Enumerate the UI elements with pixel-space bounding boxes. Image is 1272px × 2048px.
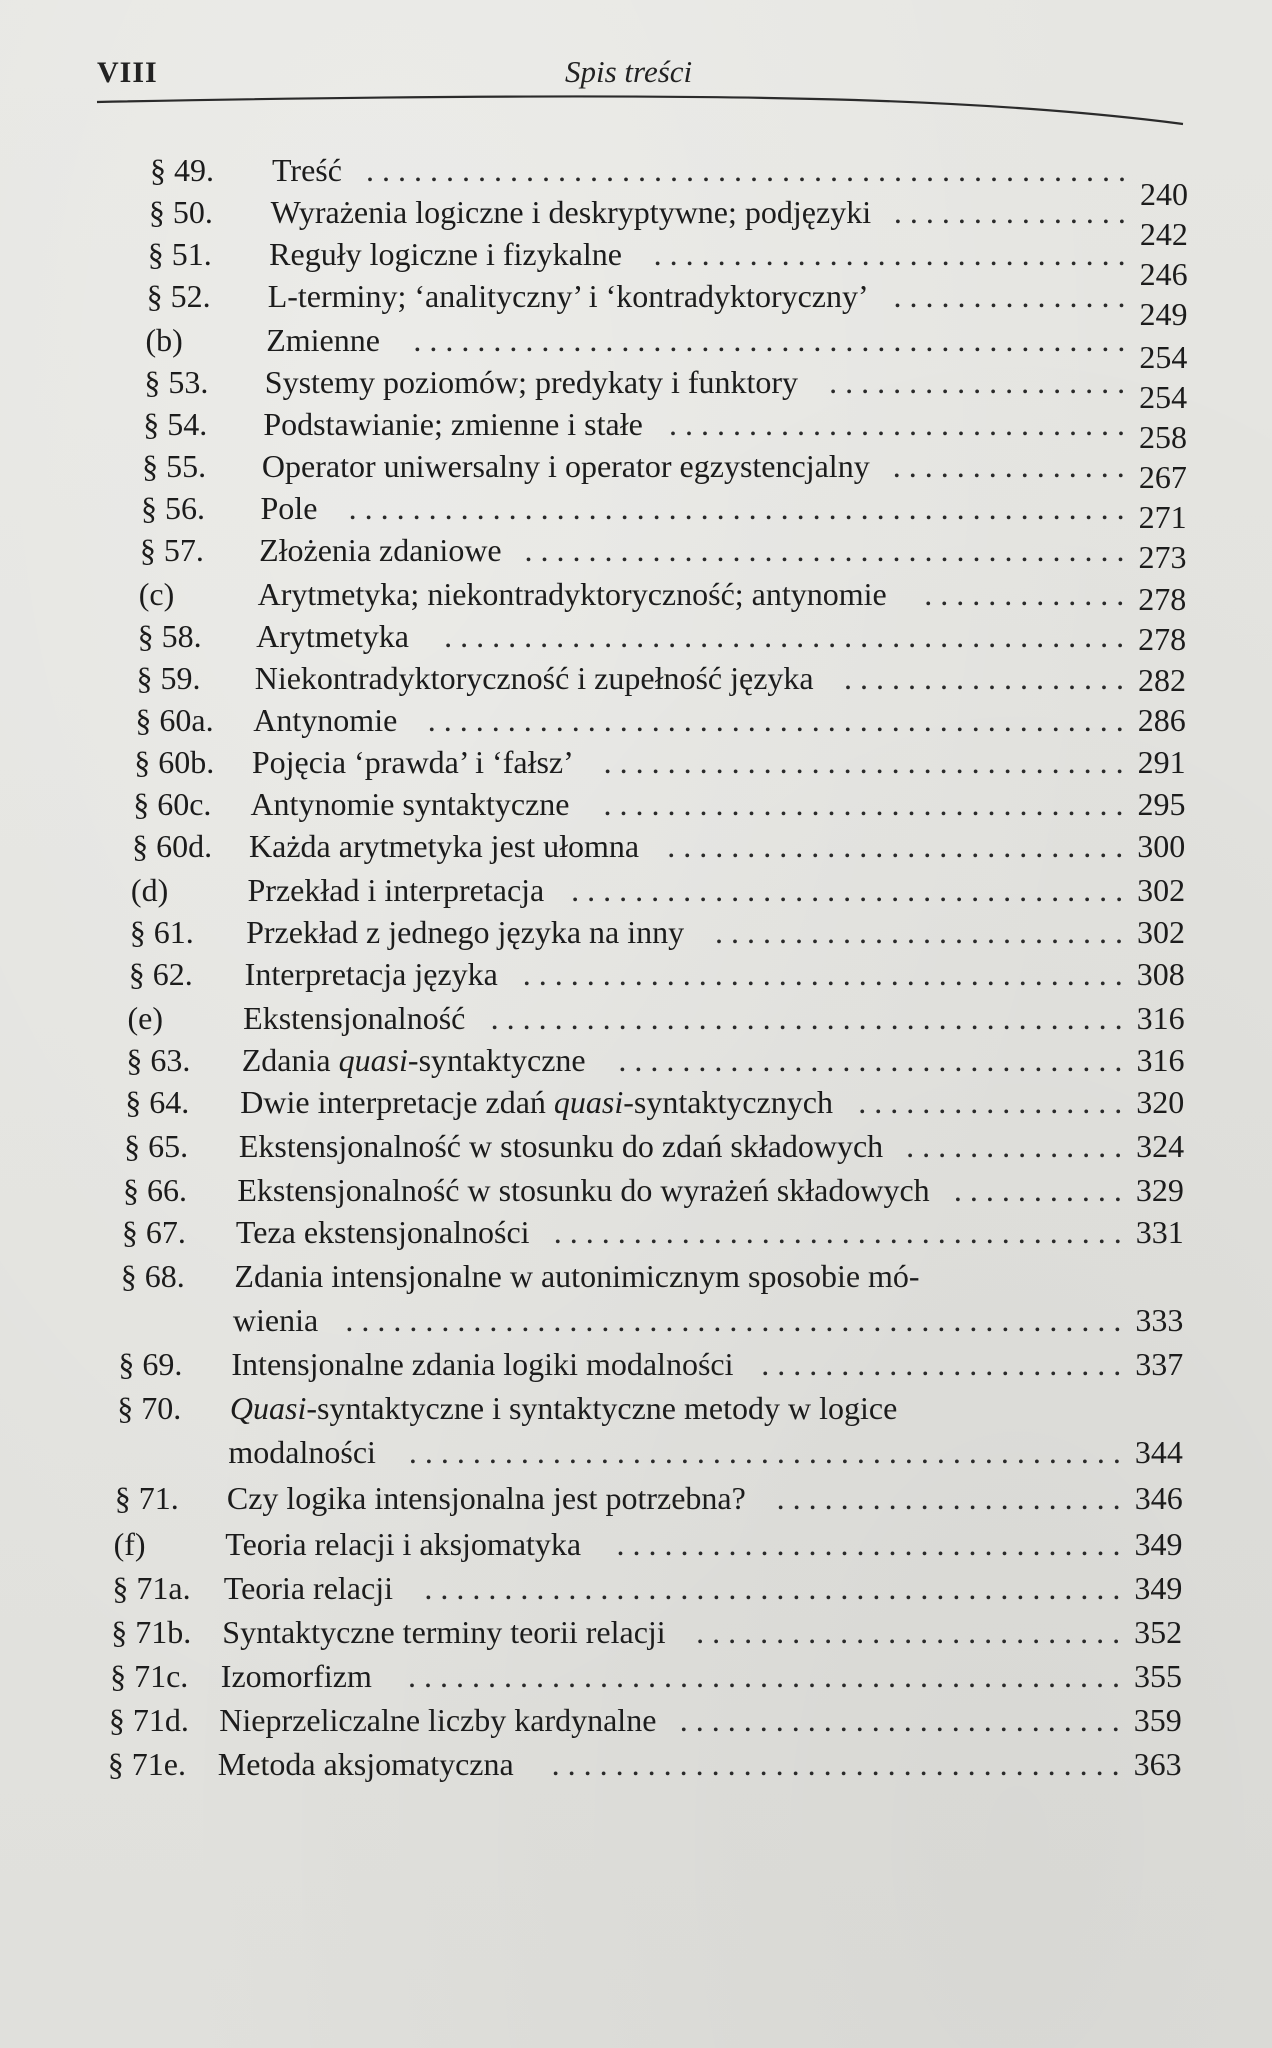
toc-entry[interactable]	[0, 954, 1272, 994]
section-title	[225, 1524, 581, 1564]
section-title-text: L-terminy; ‘analityczny’ i ‘kontradyktoryczny’	[267, 278, 869, 314]
running-title: Spis treści	[565, 54, 693, 89]
toc-entry[interactable]	[0, 1170, 1272, 1210]
page-ref: 308	[1136, 956, 1185, 992]
dot-leader: . . . . . . . . . . . . . . . . . . . . . .	[776, 1480, 1121, 1516]
page-ref: 254	[1139, 339, 1188, 375]
section-title-text: Interpretacja języka	[244, 956, 498, 992]
section-number: § 71e.	[107, 1746, 186, 1782]
toc-entry[interactable]	[0, 1524, 1272, 1564]
page-ref: 329	[1135, 1172, 1184, 1208]
section-title-continuation: wienia	[232, 1302, 319, 1338]
section-number: § 70.	[117, 1390, 182, 1426]
section-title-text: Dwie interpretacje zdań	[240, 1084, 554, 1120]
section-title-text: Zdania intensjonalne w autonimicznym sposobie mó-	[234, 1258, 920, 1294]
section-title-text: Przekład i interpretacja	[247, 872, 545, 908]
section-title	[230, 1388, 897, 1428]
section-number: § 71d.	[108, 1702, 189, 1738]
dot-leader: . . . . . . . . . . . . .	[924, 576, 1125, 612]
section-title-text: -syntaktyczne i syntaktyczne metody w logice	[306, 1390, 898, 1426]
dot-leader: . . . . . . . . . . . . . . . . . . . . . . . . . . . . . . . . . . . . . . . . . . . . .	[407, 1658, 1120, 1694]
dot-leader: . . . . . . . . . . . . . . . . . . . . . . . . . . . . . . . . . . . . . .	[522, 956, 1123, 992]
section-title	[231, 1344, 733, 1384]
section-title	[259, 530, 502, 570]
section-title-text: Syntaktyczne terminy teorii relacji	[222, 1614, 666, 1650]
section-title-text: -syntaktycznych	[623, 1084, 833, 1120]
section-title	[249, 826, 639, 866]
toc-entry[interactable]	[0, 1212, 1272, 1252]
page-ref: 359	[1133, 1702, 1182, 1738]
toc-entry[interactable]	[0, 1612, 1272, 1652]
section-title	[265, 362, 798, 402]
page-ref: 333	[1135, 1302, 1184, 1338]
section-number: § 68.	[120, 1258, 185, 1294]
section-number: § 61.	[129, 914, 194, 950]
section-title-text: Izomorfizm	[220, 1658, 372, 1694]
page-ref: 352	[1134, 1614, 1183, 1650]
page-ref: 363	[1133, 1746, 1182, 1782]
page-ref: 349	[1134, 1526, 1183, 1562]
page-ref: 254	[1139, 379, 1188, 415]
section-title-text: Pojęcia ‘prawda’ i ‘fałsz’	[251, 744, 574, 780]
section-title-text: Intensjonalne zdania logiki modalności	[231, 1346, 734, 1382]
section-title-text: Czy logika intensjonalna jest potrzebna?	[226, 1480, 746, 1516]
section-title-italic: quasi	[338, 1042, 408, 1078]
toc-entry[interactable]	[0, 574, 1272, 617]
page-ref: 300	[1137, 828, 1186, 864]
page-ref: 258	[1138, 419, 1187, 455]
page-ref: 249	[1139, 296, 1188, 332]
dot-leader: . . . . . . . . . . . . . . . . . . . . . . . . . . . . . . . . . . . . . . . .	[490, 1000, 1123, 1036]
toc-entry[interactable]	[0, 488, 1272, 535]
dot-leader: . . . . . . . . . . . . . . . . . . . . . . . . . . . . . . . .	[618, 1042, 1123, 1078]
section-title-text: Reguły logiczne i fizykalne	[269, 236, 622, 272]
running-head	[97, 52, 1177, 96]
section-number: § 57.	[139, 532, 204, 568]
page-ref: 349	[1134, 1570, 1183, 1606]
dot-leader: . . . . . . . . . . . . . . . . . . . . . . . . . . . . . . . . .	[603, 744, 1124, 780]
section-title	[246, 912, 684, 952]
section-title-text: Niekontradyktoryczność i zupełność języka	[254, 660, 814, 696]
section-title	[240, 1082, 833, 1122]
page-ref: 316	[1136, 1042, 1185, 1078]
dot-leader: . . . . . . . . . . .	[953, 1172, 1122, 1208]
section-title	[248, 870, 545, 910]
section-title	[218, 1744, 514, 1784]
header-rule	[95, 92, 1185, 132]
section-title-text: Przekład z jednego języka na inny	[246, 914, 685, 950]
section-title	[258, 574, 887, 614]
toc-entry[interactable]	[0, 912, 1272, 952]
section-title-text: Operator uniwersalny i operator egzystencjalny	[261, 448, 870, 484]
section-title-text: -syntaktyczne	[407, 1042, 586, 1078]
section-title-text: Metoda aksjomatyczna	[217, 1746, 514, 1782]
page-ref: 291	[1137, 744, 1186, 780]
section-number: (b)	[145, 322, 183, 358]
section-title	[266, 320, 380, 360]
toc-entry[interactable]	[0, 616, 1272, 656]
section-title-text: Ekstensjonalność w stosunku do zdań składowych	[238, 1128, 884, 1164]
section-title	[256, 616, 409, 656]
section-number: § 54.	[143, 406, 208, 442]
section-title	[261, 488, 318, 528]
page-ref: 324	[1136, 1128, 1185, 1164]
section-number: § 71a.	[112, 1570, 191, 1606]
section-title	[250, 784, 569, 824]
section-number: § 53.	[144, 364, 209, 400]
section-number: § 60b.	[134, 744, 215, 780]
section-number: § 60c.	[133, 786, 212, 822]
page-ref: 282	[1137, 662, 1186, 698]
section-title-text: Złożenia zdaniowe	[259, 532, 502, 568]
section-title	[271, 192, 872, 232]
page-ref: 240	[1140, 176, 1188, 212]
section-title	[234, 1256, 919, 1296]
toc-entry-continuation[interactable]	[0, 1300, 1272, 1340]
section-title	[269, 234, 622, 274]
section-number: § 69.	[118, 1346, 183, 1382]
section-title	[263, 404, 642, 444]
page-ref: 242	[1139, 216, 1188, 252]
page-ref: 320	[1136, 1084, 1185, 1120]
dot-leader: . . . . . . . . . . . . . . . . . . . . . . . . . .	[714, 914, 1123, 950]
section-title-text: Arytmetyka	[256, 618, 409, 654]
dot-leader: . . . . . . . . . . . . . . . . . . . . . . . . . . . . . . . . . . . . . . . . . . . . .	[408, 1434, 1121, 1470]
section-title	[243, 998, 465, 1038]
dot-leader: . . . . . . . . . . . . . . . . . . . . . . . . . . . . . . . . . . . .	[553, 1214, 1122, 1250]
section-title-text: Wyrażenia logiczne i deskryptywne; podjęzyki	[270, 194, 872, 230]
section-title	[227, 1478, 746, 1518]
toc-entry[interactable]	[0, 1478, 1272, 1518]
toc-entry[interactable]	[0, 870, 1272, 910]
page-ref: 286	[1137, 702, 1186, 738]
section-title-text: Ekstensjonalność	[243, 1000, 466, 1036]
section-title	[219, 1700, 656, 1740]
section-number: § 49.	[150, 152, 214, 188]
page-ref: 355	[1133, 1658, 1182, 1694]
page-ref: 278	[1138, 621, 1187, 657]
toc-entry[interactable]	[0, 446, 1272, 495]
section-number: § 62.	[128, 956, 193, 992]
dot-leader: . . . . . . . . . . . . . . .	[892, 448, 1125, 484]
section-number: § 50.	[148, 194, 213, 230]
section-number: (d)	[130, 872, 169, 908]
section-title	[272, 150, 342, 190]
section-title-text: Nieprzeliczalne liczby kardynalne	[219, 1702, 657, 1738]
dot-leader: . . . . . . . . . . . . . . . . . . . . . . . . . . . . . . . . . . . . . .	[524, 532, 1125, 568]
section-number: (e)	[127, 1000, 164, 1036]
section-title	[236, 1212, 530, 1252]
toc-entry[interactable]	[0, 192, 1272, 252]
section-number: § 51.	[147, 236, 212, 272]
section-number: § 59.	[136, 660, 201, 696]
section-title	[262, 446, 870, 486]
toc-entry[interactable]	[0, 362, 1272, 415]
dot-leader: . . . . . . . . . . . . . . . . .	[858, 1084, 1123, 1120]
dot-leader: . . . . . . . . . . . . . . . . . . . . . . . . . . . . .	[667, 828, 1124, 864]
page-ref: 316	[1136, 1000, 1185, 1036]
section-title-text: Antynomie syntaktyczne	[250, 786, 570, 822]
dot-leader: . . . . . . . . . . . . . . . . . . . . . . . . . . . . .	[668, 406, 1125, 442]
section-title	[268, 276, 869, 316]
section-number: § 52.	[146, 278, 211, 314]
section-title-text: Podstawianie; zmienne i stałe	[263, 406, 643, 442]
section-title	[253, 700, 397, 740]
section-number: § 60a.	[135, 702, 214, 738]
toc-entry[interactable]	[0, 700, 1272, 740]
page-ref: 267	[1138, 459, 1187, 495]
toc-entry[interactable]	[0, 1082, 1272, 1122]
dot-leader: . . . . . . . . . . . . . . . . . . . . . . . . . . . . . . . . . . . . . . . . . . . .	[424, 1570, 1121, 1606]
dot-leader: . . . . . . . . . . . . . .	[906, 1128, 1123, 1164]
section-title-text: Pole	[260, 490, 318, 526]
section-number: (f)	[113, 1526, 146, 1562]
page-number: VIII	[97, 56, 158, 89]
section-number: § 71.	[114, 1480, 179, 1516]
toc-entry[interactable]	[0, 1656, 1272, 1696]
section-title	[255, 658, 814, 698]
section-title-text: Teza ekstensjonalności	[235, 1214, 530, 1250]
dot-leader: . . . . . . . . . . . . . . . . . . . . . . . . . . . . . . . . .	[603, 786, 1124, 822]
section-title-text: Teoria relacji	[223, 1570, 393, 1606]
page-ref: 346	[1134, 1480, 1183, 1516]
section-title-text: Antynomie	[253, 702, 398, 738]
section-title-text: Ekstensjonalność w stosunku do wyrażeń składowych	[237, 1172, 930, 1208]
dot-leader: . . . . . . . . . . . . . . . . . . . . . . .	[761, 1346, 1122, 1382]
section-number: § 66.	[122, 1172, 187, 1208]
section-title-italic: quasi	[553, 1084, 624, 1120]
toc-entry[interactable]	[0, 998, 1272, 1038]
page-ref: 344	[1134, 1434, 1183, 1470]
dot-leader: . . . . . . . . . . . . . . . . . . . . . . . . . . . . . . . . . . . . . . . . . . . . . . . .	[366, 152, 1126, 188]
dot-leader: . . . . . . . . . . . . . . . . . . . . . . . . . . . . . . . . . . .	[571, 872, 1124, 908]
toc-entry[interactable]	[0, 784, 1272, 824]
section-number: § 65.	[124, 1128, 189, 1164]
section-number: § 63.	[126, 1042, 191, 1078]
dot-leader: . . . . . . . . . . . . . . . . . . . . . . . . . . . . . .	[653, 236, 1126, 272]
toc-entry[interactable]	[0, 1568, 1272, 1608]
section-title-text: Teoria relacji i aksjomatyka	[225, 1526, 582, 1562]
page-ref: 278	[1138, 581, 1187, 617]
toc-entry[interactable]	[0, 1744, 1272, 1784]
section-title	[224, 1568, 393, 1608]
section-title-text: Treść	[272, 152, 342, 188]
dot-leader: . . . . . . . . . . . . . . . . . . . . . . . . . . . . . . . .	[616, 1526, 1121, 1562]
toc-entry[interactable]	[0, 234, 1272, 292]
toc-entry[interactable]	[0, 826, 1272, 866]
section-number: § 71b.	[111, 1614, 192, 1650]
page-ref: 246	[1139, 256, 1188, 292]
section-number: § 58.	[137, 618, 202, 654]
dot-leader: . . . . . . . . . . . . . . . . . . . . . . . . . . . .	[679, 1702, 1120, 1738]
page-ref: 295	[1137, 786, 1186, 822]
section-title	[221, 1656, 372, 1696]
dot-leader: . . . . . . . . . . . . . . . . . . . . . . . . . . .	[696, 1614, 1121, 1650]
section-title-text: Zdania	[241, 1042, 339, 1078]
section-title	[252, 742, 574, 782]
section-title	[242, 1040, 586, 1080]
section-title-text: Systemy poziomów; predykaty i funktory	[264, 364, 799, 400]
dot-leader: . . . . . . . . . . . . . . . . . . . . . . . . . . . . . . . . . . . . . . . . . . . . . . . . .	[345, 1302, 1122, 1338]
dot-leader: . . . . . . . . . . . . . . . . . . . . . . . . . . . . . . . . . . . .	[551, 1746, 1120, 1782]
section-title-text: Arytmetyka; niekontradyktoryczność; antynomie	[257, 576, 887, 612]
section-number: § 60d.	[132, 828, 213, 864]
dot-leader: . . . . . . . . . . . . . . . . . . . . . . . . . . . . . . . . . . . . . . . . . . . . . . . . .	[348, 490, 1125, 526]
section-title-text: Zmienne	[266, 322, 380, 358]
section-title-continuation: modalności	[228, 1434, 376, 1470]
section-title	[239, 1126, 883, 1166]
section-number: § 55.	[142, 448, 207, 484]
page-ref: 271	[1138, 499, 1187, 535]
toc-entry[interactable]	[0, 276, 1272, 332]
dot-leader: . . . . . . . . . . . . . . . . . . .	[829, 364, 1126, 400]
toc-entry[interactable]	[0, 1256, 1272, 1296]
dot-leader: . . . . . . . . . . . . . . . . . . . . . . . . . . . . . . . . . . . . . . . . . . . .	[427, 702, 1124, 738]
toc-entry[interactable]	[0, 658, 1272, 698]
toc-entry-continuation[interactable]	[0, 1432, 1272, 1472]
toc-entry[interactable]	[0, 1040, 1272, 1080]
toc-entry[interactable]	[0, 320, 1272, 375]
dot-leader: . . . . . . . . . . . . . . .	[893, 278, 1126, 314]
toc-entry[interactable]	[0, 742, 1272, 782]
section-title-italic: Quasi	[229, 1390, 307, 1426]
toc-entry[interactable]	[0, 530, 1272, 575]
toc-entry[interactable]	[0, 1344, 1272, 1384]
section-title-text: Każda arytmetyka jest ułomna	[249, 828, 640, 864]
toc-entry[interactable]	[0, 1388, 1272, 1428]
section-number: § 56.	[141, 490, 206, 526]
section-number: § 71c.	[110, 1658, 189, 1694]
dot-leader: . . . . . . . . . . . . . . .	[893, 194, 1126, 230]
page-ref: 302	[1136, 914, 1185, 950]
section-title	[237, 1170, 929, 1210]
toc-entry[interactable]	[0, 1126, 1272, 1166]
section-number: § 64.	[125, 1084, 190, 1120]
dot-leader: . . . . . . . . . . . . . . . . . .	[843, 660, 1124, 696]
section-number: § 67.	[121, 1214, 186, 1250]
section-title	[222, 1612, 665, 1652]
dot-leader: . . . . . . . . . . . . . . . . . . . . . . . . . . . . . . . . . . . . . . . . . . . . .	[413, 322, 1126, 358]
toc-entry[interactable]	[0, 404, 1272, 455]
page-ref: 273	[1138, 539, 1187, 575]
page-ref: 337	[1135, 1346, 1184, 1382]
page-ref: 331	[1135, 1214, 1184, 1250]
section-number: (c)	[138, 576, 175, 612]
page-ref: 302	[1137, 872, 1186, 908]
toc-entry[interactable]	[0, 1700, 1272, 1740]
section-title	[245, 954, 498, 994]
dot-leader: . . . . . . . . . . . . . . . . . . . . . . . . . . . . . . . . . . . . . . . . . . .	[444, 618, 1125, 654]
